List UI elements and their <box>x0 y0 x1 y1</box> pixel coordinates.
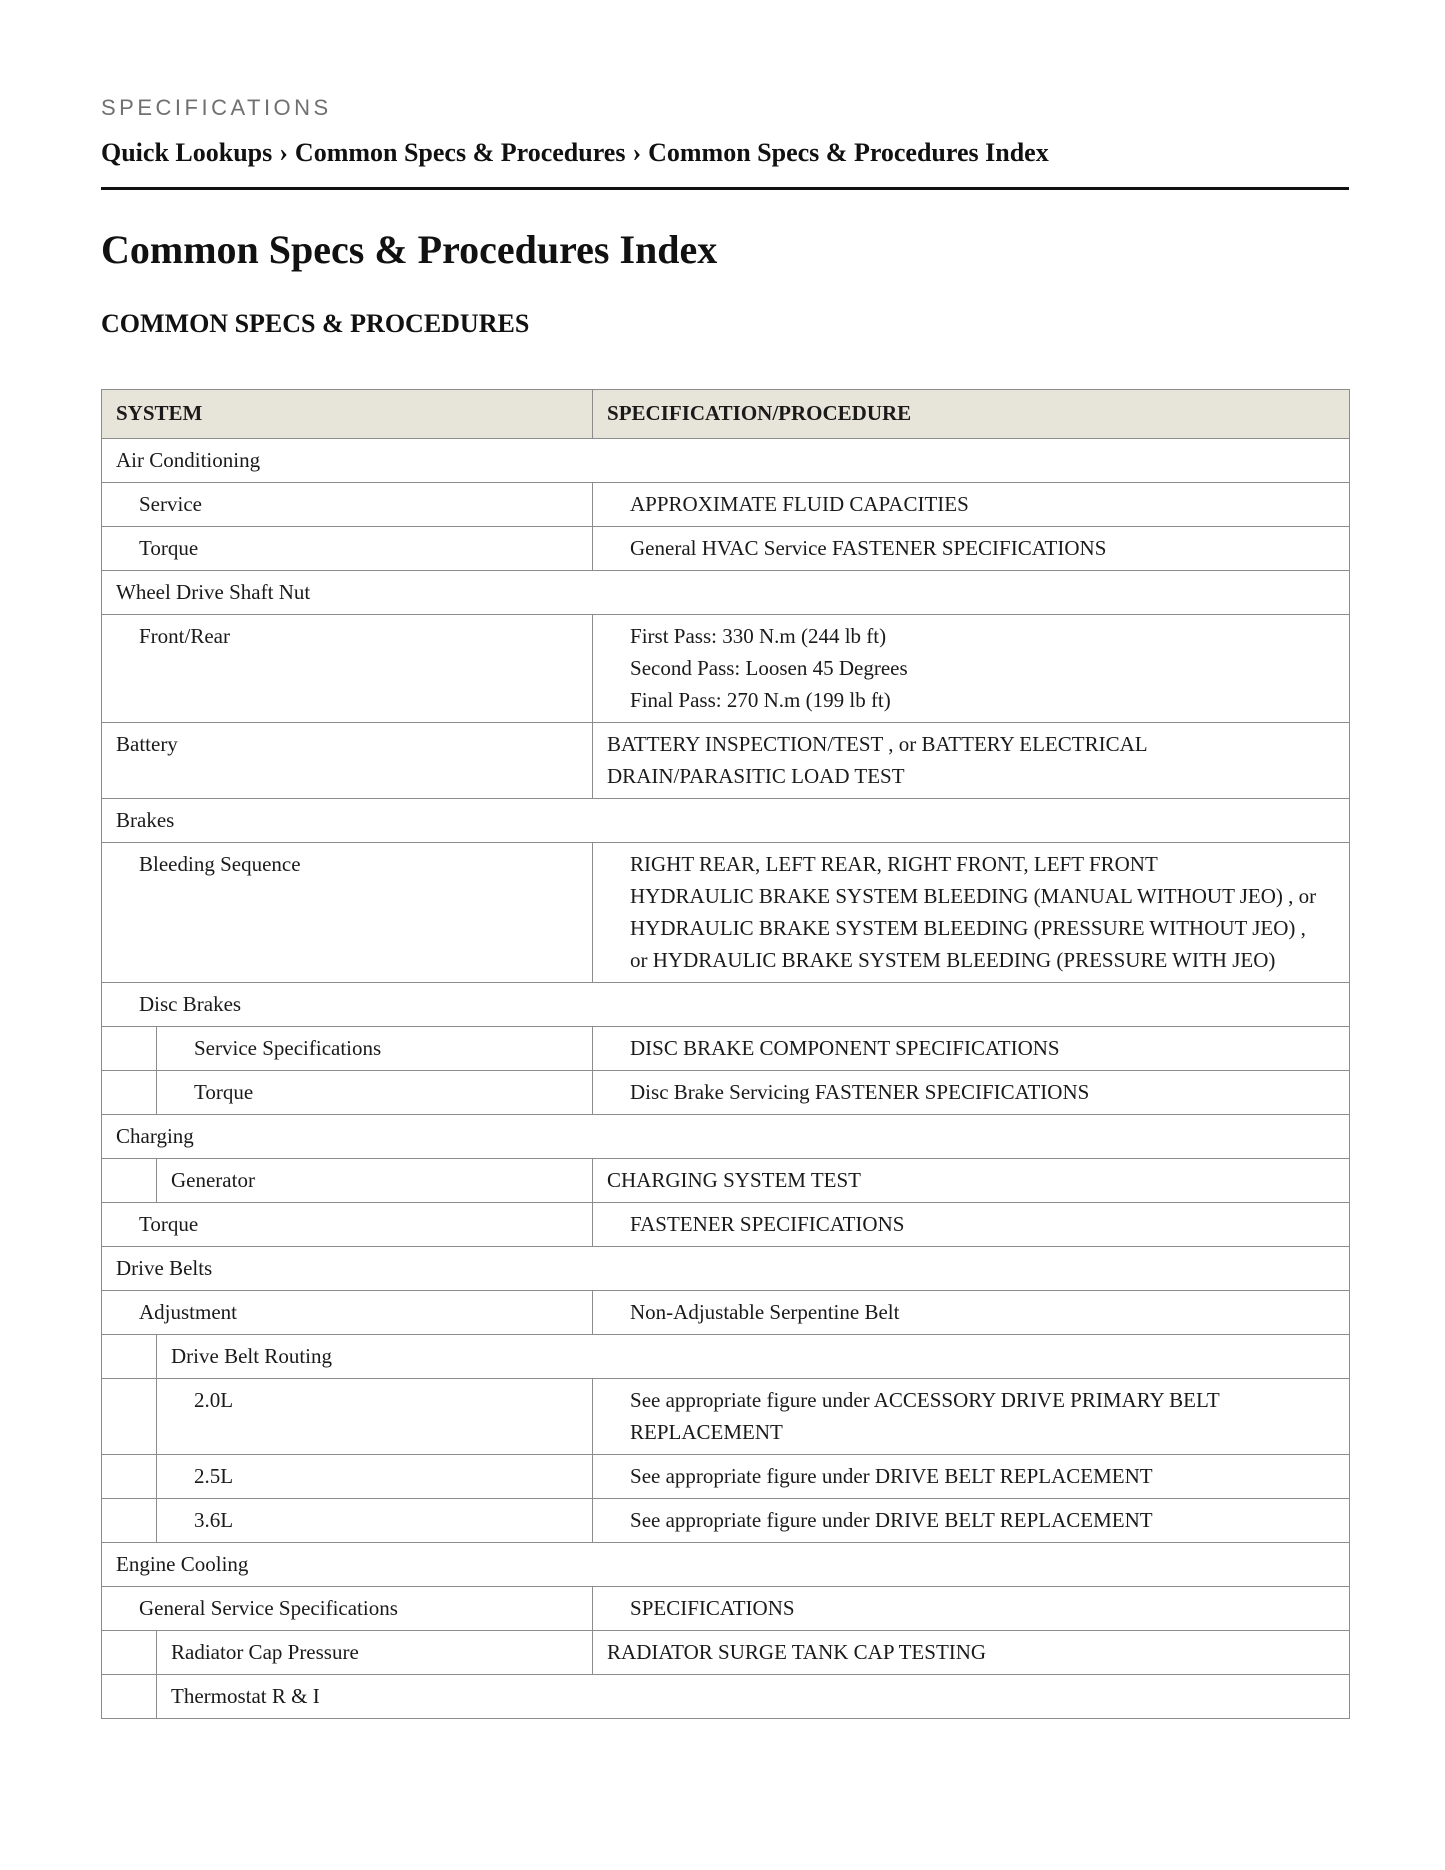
breadcrumb-separator: › <box>279 138 288 167</box>
spec-cell[interactable]: RADIATOR SURGE TANK CAP TESTING <box>593 1631 1350 1675</box>
system-cell: Service <box>102 483 593 527</box>
system-cell: 3.6L <box>157 1499 593 1543</box>
subcategory-cell: Disc Brakes <box>102 983 1350 1027</box>
spec-line: REPLACEMENT <box>630 1420 783 1444</box>
table-row <box>102 527 1350 571</box>
table-row <box>102 1675 1350 1719</box>
section-title: COMMON SPECS & PROCEDURES <box>101 309 530 338</box>
table-row <box>102 1071 1350 1115</box>
spec-cell[interactable]: FASTENER SPECIFICATIONS <box>593 1203 1350 1247</box>
system-cell: Torque <box>157 1071 593 1115</box>
spec-line: HYDRAULIC BRAKE SYSTEM BLEEDING (PRESSURE WITHOUT JEO) , <box>630 916 1306 940</box>
spec-line: HYDRAULIC BRAKE SYSTEM BLEEDING (MANUAL WITHOUT JEO) , or <box>630 884 1317 908</box>
category-cell: Wheel Drive Shaft Nut <box>102 571 1350 615</box>
page-title: Common Specs & Procedures Index <box>101 227 718 272</box>
table-row <box>102 799 1350 843</box>
table-row <box>102 1247 1350 1291</box>
spec-cell[interactable]: Disc Brake Servicing FASTENER SPECIFICATIONS <box>593 1071 1350 1115</box>
table-row <box>102 1203 1350 1247</box>
spec-line: RIGHT REAR, LEFT REAR, RIGHT FRONT, LEFT FRONT <box>630 852 1158 876</box>
table-row <box>102 1335 1350 1379</box>
breadcrumb-item-quick-lookups[interactable]: Quick Lookups <box>101 138 273 167</box>
breadcrumb-item-current: Common Specs & Procedures Index <box>648 138 1049 167</box>
spec-line: First Pass: 330 N.m (244 lb ft) <box>630 624 887 648</box>
spec-cell[interactable]: APPROXIMATE FLUID CAPACITIES <box>593 483 1350 527</box>
breadcrumb <box>101 138 1049 168</box>
spec-line: DRAIN/PARASITIC LOAD TEST <box>607 764 905 788</box>
spec-cell[interactable]: See appropriate figure under DRIVE BELT REPLACEMENT <box>593 1499 1350 1543</box>
table-row <box>102 483 1350 527</box>
spec-line: or HYDRAULIC BRAKE SYSTEM BLEEDING (PRESSURE WITH JEO) <box>630 948 1276 972</box>
table-row <box>102 1159 1350 1203</box>
system-cell: General Service Specifications <box>102 1587 593 1631</box>
section-kicker: SPECIFICATIONS <box>101 95 332 120</box>
table-row <box>102 1379 1350 1455</box>
table-header-row <box>102 390 1350 439</box>
spec-cell[interactable]: DISC BRAKE COMPONENT SPECIFICATIONS <box>593 1027 1350 1071</box>
spec-line: BATTERY INSPECTION/TEST , or BATTERY ELECTRICAL <box>607 732 1148 756</box>
table-row <box>102 843 1350 983</box>
header-divider <box>101 187 1349 190</box>
system-cell: Adjustment <box>102 1291 593 1335</box>
indent-spacer <box>102 1071 157 1115</box>
table-row <box>102 983 1350 1027</box>
spec-line: See appropriate figure under ACCESSORY DRIVE PRIMARY BELT <box>630 1388 1220 1412</box>
table-row <box>102 1499 1350 1543</box>
table-row <box>102 1115 1350 1159</box>
subcategory-cell: Thermostat R & I <box>157 1675 1350 1719</box>
category-cell: Drive Belts <box>102 1247 1350 1291</box>
indent-spacer <box>102 1027 157 1071</box>
table-row <box>102 1631 1350 1675</box>
table-row <box>102 723 1350 799</box>
spec-cell[interactable]: General HVAC Service FASTENER SPECIFICATIONS <box>593 527 1350 571</box>
spec-cell[interactable]: CHARGING SYSTEM TEST <box>593 1159 1350 1203</box>
table-row <box>102 1291 1350 1335</box>
table-row <box>102 1027 1350 1071</box>
system-cell: Generator <box>157 1159 593 1203</box>
system-cell: 2.5L <box>157 1455 593 1499</box>
table-row <box>102 1543 1350 1587</box>
indent-spacer <box>102 1335 157 1379</box>
system-cell: Bleeding Sequence <box>102 843 593 983</box>
subcategory-cell: Drive Belt Routing <box>157 1335 1350 1379</box>
spec-line: Final Pass: 270 N.m (199 lb ft) <box>630 688 891 712</box>
spec-cell <box>593 615 1350 723</box>
system-cell: Torque <box>102 527 593 571</box>
spec-cell[interactable] <box>593 843 1350 983</box>
indent-spacer <box>102 1379 157 1455</box>
specs-table <box>101 389 1350 1719</box>
spec-cell[interactable] <box>593 1379 1350 1455</box>
breadcrumb-item-common-specs[interactable]: Common Specs & Procedures <box>294 138 626 167</box>
system-cell: Battery <box>102 723 593 799</box>
category-cell: Charging <box>102 1115 1350 1159</box>
column-header-spec: SPECIFICATION/PROCEDURE <box>593 390 1350 439</box>
system-cell: Service Specifications <box>157 1027 593 1071</box>
table-row <box>102 1455 1350 1499</box>
table-row <box>102 571 1350 615</box>
category-cell: Brakes <box>102 799 1350 843</box>
spec-cell[interactable]: SPECIFICATIONS <box>593 1587 1350 1631</box>
table-row <box>102 1587 1350 1631</box>
indent-spacer <box>102 1675 157 1719</box>
indent-spacer <box>102 1499 157 1543</box>
spec-line: Second Pass: Loosen 45 Degrees <box>630 656 908 680</box>
category-cell: Air Conditioning <box>102 439 1350 483</box>
spec-cell: Non-Adjustable Serpentine Belt <box>593 1291 1350 1335</box>
table-row <box>102 439 1350 483</box>
indent-spacer <box>102 1455 157 1499</box>
indent-spacer <box>102 1159 157 1203</box>
indent-spacer <box>102 1631 157 1675</box>
system-cell: 2.0L <box>157 1379 593 1455</box>
system-cell: Radiator Cap Pressure <box>157 1631 593 1675</box>
system-cell: Front/Rear <box>102 615 593 723</box>
system-cell: Torque <box>102 1203 593 1247</box>
column-header-system: SYSTEM <box>102 390 593 439</box>
table-row <box>102 615 1350 723</box>
spec-cell[interactable]: See appropriate figure under DRIVE BELT REPLACEMENT <box>593 1455 1350 1499</box>
spec-cell[interactable] <box>593 723 1350 799</box>
breadcrumb-separator: › <box>632 138 642 167</box>
category-cell: Engine Cooling <box>102 1543 1350 1587</box>
